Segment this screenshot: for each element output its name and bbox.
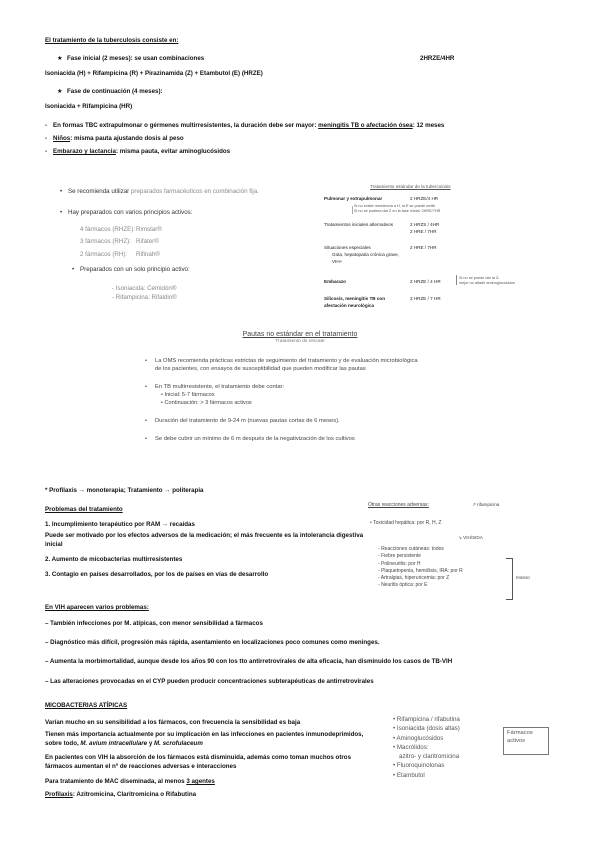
drug-item: • Isoniacida (dosis altas) [393, 725, 460, 733]
row2-label: Tratamientos iniciales alternativos [324, 222, 394, 227]
combo-row: 4 fármacos (RHZE):Rimstar® [80, 226, 162, 234]
prep-p1b: preparados farmacéuticos en combinación fija. [130, 188, 259, 195]
adversas-side-note: Intenso [516, 575, 530, 580]
bracket [506, 558, 513, 600]
adversas-list [378, 546, 463, 589]
pautas-sub: • Continuación: > 3 fármacos activos [161, 399, 252, 406]
prep-p3: • Preparados con un solo principio activo: [72, 265, 190, 273]
drug-item: • Aminoglucósidos [393, 734, 444, 742]
preparados-slide [60, 188, 310, 301]
pautas-b1: • La OMS recomienda prácticas estrictas de seguimiento del tratamiento y de evaluación microbiológica de los pacientes, con ensayos de susceptibilidad que pueden modificar las pautas [145, 358, 418, 372]
farmacos-activos-box: Fármacos activos [503, 727, 549, 755]
combo-row: 3 fármacos (RHZ): Rifater® [80, 238, 159, 246]
adversas-arrow-2: ↘ VIH/SIDA [458, 535, 483, 540]
vih-title: En VIH aparecen varios problemas: [45, 604, 149, 611]
fase-inicial-line [57, 55, 204, 62]
row5-label1: Silicosis, meningitis TB con [324, 296, 386, 301]
star-icon: ★ [57, 88, 63, 95]
section-title-tratamiento: El tratamiento de la tuberculosis consiste en: [45, 37, 179, 44]
problema-3: 3. Contagio en países desarrollados, por los de países en vías de desarrollo [45, 571, 269, 579]
drug-item: • Rifampicina / rifabutina [393, 716, 460, 723]
micob-p4: Para tratamiento de MAC diseminada, al menos 3 agentes [45, 778, 215, 786]
table-title: Tratamiento estándar de la tuberculosis [370, 184, 451, 189]
combo-list [80, 226, 310, 257]
single-item: - Rifampicina: Rifaldin® [112, 293, 177, 301]
pautas-b2: • En TB multirresistente, el tratamiento debe contar: [145, 383, 285, 390]
adversas-item: - Neuritis óptica: por E [378, 582, 428, 589]
micobacterias-section [45, 702, 365, 798]
vih-l2: – Diagnóstico más difícil, progresión más rápida, asentamiento en localizaciones poco comunes como meninges. [45, 639, 380, 647]
prep-p2-text: Hay preparados con varios principios activos: [68, 209, 193, 217]
drugs-cont: Isoniacida + Rifampicina (HR) [45, 103, 133, 110]
row3-value: 2 HRE / 7HR [410, 245, 437, 250]
fase-inicial-text: Fase inicial (2 meses): se usan combinaciones [67, 55, 205, 62]
drugs-initial: Isoniacida (H) + Rifampicina (R) + Pirazinamida (Z) + Etambutol (E) (HRZE) [45, 70, 263, 77]
micob-p2: Tienen más importancia actualmente por su implicación en las infecciones en pacientes inmunodeprimidos, sobre todo, M. avium intracellulare y M. scrofulaceum [45, 731, 364, 748]
problema-1-desc: Puede ser motivado por los efectos adversos de la medicación; el más frecuente es la intolerancia digestiva inicial [45, 532, 364, 549]
micob-drug-list [393, 715, 508, 780]
row3-sub2: VIH+ [332, 259, 343, 264]
single-item: - Isoniacida: Cemidón® [112, 284, 177, 292]
prep-p1: • Se recomienda utilizar preparados farmacéuticos en combinación fija. [60, 188, 259, 195]
vih-l3: – Aumenta la morbimortalidad, aunque desde los años 90 con los tto antirretrovirales de alta eficacia, han disminuido los casos de TB-VIH [45, 658, 453, 666]
b1-pre: En formas TBC extrapulmonar o gérmenes multirresistentes, la duración debe ser mayor: [53, 122, 319, 129]
drug-item: azitro- y claritromicina [399, 753, 460, 761]
prep-p1a: Se recomienda utilizar [68, 188, 131, 195]
vih-section [45, 604, 565, 685]
bullet-ninos: - Niños: misma pauta ajustando dosis al peso [45, 135, 184, 142]
vih-l1: – También infecciones por M. atípicas, con menor sensibilidad a fármacos [45, 620, 263, 628]
profilaxis-note: * Profilaxis → monoterapia; Tratamiento → politerapia [45, 487, 204, 494]
row3-label: Situaciones especiales [324, 245, 371, 250]
row4-label: Embarazo [324, 279, 346, 284]
pautas-b4: • Se debe cubrir un mínimo de 6 m después de la negativización de los cultivos [145, 436, 355, 443]
row4-note2: mejor no añadir aminoglucósidos [459, 281, 515, 285]
pautas-subtitle: Tratamiento de rescate [275, 339, 325, 344]
vih-l4: – Las alteraciones provocadas en el CYP pueden producir concentraciones subterapéuticas de antirretrovirales [45, 677, 374, 685]
fase-cont-text: Fase de continuación (4 meses): [67, 88, 163, 95]
adversas-hep: • Toxicidad hepática: por R, H, Z [370, 520, 442, 526]
pautas-sub: • Inicial: 5-7 fármacos [161, 392, 215, 399]
micob-p1: Varían mucho en su sensibilidad a los fármacos, con frecuencia la sensibilidad es baja [45, 719, 301, 727]
combo-row: 2 fármacos (RH): Rifinah® [80, 250, 160, 258]
drug-item: • Macrólidos: [393, 743, 429, 751]
drug-item: • Fluoroquinolonas [393, 762, 445, 770]
pautas-header [0, 331, 600, 344]
problemas-section [45, 506, 365, 578]
bullet-extrapulmonar: - En formas TBC extrapulmonar o gérmenes multirresistentes, la duración debe ser mayor: meningitis TB o afectación ósea: 12 meses [45, 122, 445, 129]
prep-p3-text: Preparados con un solo principio activo: [80, 265, 190, 273]
b3-underlined: Embarazo y lactancia [53, 148, 116, 155]
row5-value: 2 HRZE / 7 HR [410, 296, 441, 301]
row2-value1: 2 HRZS / 4HR [410, 222, 440, 227]
b1-post: : 12 meses [412, 122, 445, 129]
row4-note1: Si no se puede dar la Z: [459, 276, 500, 280]
prep-p2: • Hay preparados con varios principios activos: [60, 209, 193, 217]
b3-rest: : misma pauta, evitar aminoglucósidos [115, 148, 231, 155]
b1-underlined: meningitis TB o afectación ósea [318, 122, 413, 129]
row4-value: 2 HRZE / 4 HR [410, 279, 441, 284]
row3-sub1: Gota, hepatopatía crónica grave, [332, 252, 399, 257]
adversas-arrow-1: ↗ rifampicina [472, 502, 500, 507]
micob-title: MICOBACTERIAS ATÍPICAS [45, 702, 128, 709]
row1-label: Pulmonar y extrapulmonar [324, 196, 383, 201]
regimen-code: 2HRZE/4HR [420, 55, 455, 62]
problema-1: 1. Incumplimiento terapéutico por RAM → recaídas [45, 521, 195, 529]
adversas-item: - Polineuritis: por H [378, 560, 421, 567]
b2-rest: : misma pauta ajustando dosis al peso [70, 135, 184, 142]
adversas-title: Otras reacciones adversas: [368, 502, 429, 508]
adversas-item: - Plaquetopenia, hemólisis, IRA: por R [378, 567, 463, 574]
row1-value: 2 HRZE/4 HR [410, 196, 439, 201]
pautas-title: Pautas no estándar en el tratamiento [242, 331, 358, 338]
adversas-item: - Artralgias, hiperuricemia: por Z [378, 575, 450, 581]
micob-p5: Profilaxis: Azitromicina, Claritromicina o Rifabutina [45, 791, 197, 799]
adversas-item: - Fiebre persistente [378, 553, 422, 560]
adversas-item: - Reacciones cutáneas: todos [378, 546, 444, 552]
row2-value2: 2 HRE / 7HR [410, 229, 437, 234]
micob-p3: En pacientes con VIH la absorción de los fármacos está disminuida, además como toman muchos otros fármacos aumentan el nº de reacciones adversas e interacciones [45, 754, 352, 771]
pautas-b3: • Duración del tratamiento de 9-24 m (nuevas pautas cortas de 6 meses). [145, 417, 340, 424]
row5-label2: afectación neurológica [324, 303, 375, 308]
fase-cont-line [57, 88, 163, 95]
star-icon: ★ [57, 55, 63, 62]
problema-2: 2. Aumento de micobacterias multirresistentes [45, 556, 183, 564]
problemas-title: Problemas del tratamiento [45, 506, 123, 513]
single-list [112, 285, 310, 301]
standard-treatment-table [322, 184, 522, 314]
pautas-b2-subs [161, 392, 425, 407]
row1-note1: Si no existe resistencia a H, la E se puede omitir [354, 204, 436, 208]
b2-underlined: Niños [53, 135, 71, 142]
adversas-panel [368, 502, 578, 607]
bullet-embarazo: - Embarazo y lactancia: misma pauta, evitar aminoglucósidos [45, 148, 231, 155]
pautas-list [145, 358, 425, 444]
row1-note2: Si no se pudiera dar Z en la fase inicial: 2HRE/7HR [354, 209, 441, 213]
drug-item: • Etambutol [393, 771, 425, 779]
